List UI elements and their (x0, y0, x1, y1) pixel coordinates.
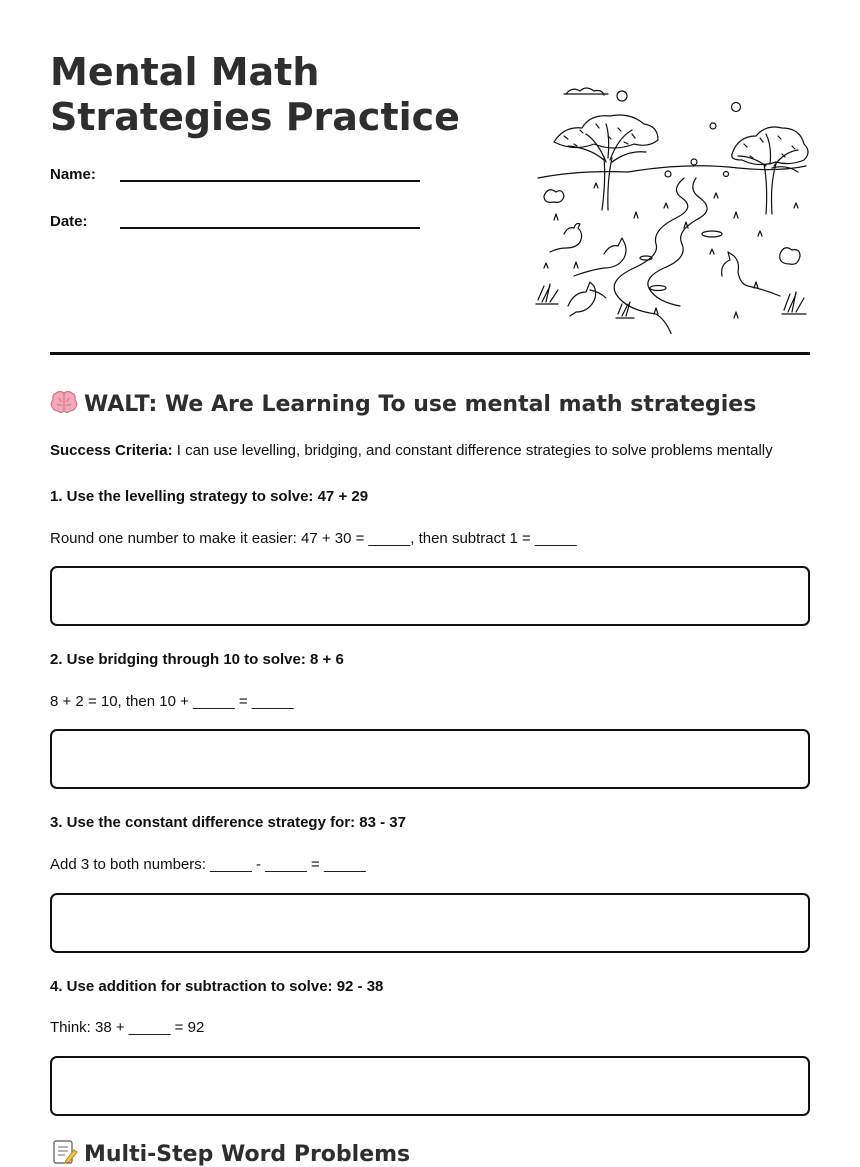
name-field (50, 166, 420, 192)
question-1-hint: Round one number to make it easier: 47 + 30 = _____, then subtract 1 = _____ (50, 530, 577, 547)
worksheet-page (50, 0, 810, 1167)
memo-icon (50, 1138, 78, 1166)
question-4-hint: Think: 38 + _____ = 92 (50, 1019, 205, 1036)
question-3-answer-box[interactable] (50, 893, 810, 953)
worksheet-header (50, 0, 810, 355)
multi-step-heading (50, 1138, 410, 1167)
brain-icon (50, 388, 78, 416)
success-criteria-text: I can use levelling, bridging, and constant difference strategies to solve problems mentally (172, 442, 773, 459)
question-2-hint: 8 + 2 = 10, then 10 + _____ = _____ (50, 693, 294, 710)
multi-step-text: Multi-Step Word Problems (84, 1142, 411, 1167)
question-3-title: 3. Use the constant difference strategy for: 83 - 37 (50, 814, 406, 831)
outback-landscape-kangaroos-icon (534, 78, 810, 334)
question-4-title: 4. Use addition for subtraction to solve: 92 - 38 (50, 978, 384, 995)
question-4-answer-box[interactable] (50, 1056, 810, 1116)
walt-text: WALT: We Are Learning To use mental math strategies (84, 392, 757, 417)
question-1-answer-box[interactable] (50, 566, 810, 626)
success-criteria (50, 442, 773, 459)
question-3-hint: Add 3 to both numbers: _____ - _____ = _____ (50, 856, 366, 873)
success-criteria-label: Success Criteria: (50, 442, 173, 459)
date-field (50, 213, 420, 239)
page-title: Mental Math Strategies Practice (50, 50, 460, 139)
name-write-line (120, 180, 420, 182)
question-1-title: 1. Use the levelling strategy to solve: 47 + 29 (50, 488, 369, 505)
question-2-title: 2. Use bridging through 10 to solve: 8 + 6 (50, 651, 344, 668)
question-2-answer-box[interactable] (50, 729, 810, 789)
date-label: Date: (50, 213, 88, 230)
walt-heading (50, 388, 756, 417)
name-label: Name: (50, 166, 96, 183)
date-write-line (120, 227, 420, 229)
